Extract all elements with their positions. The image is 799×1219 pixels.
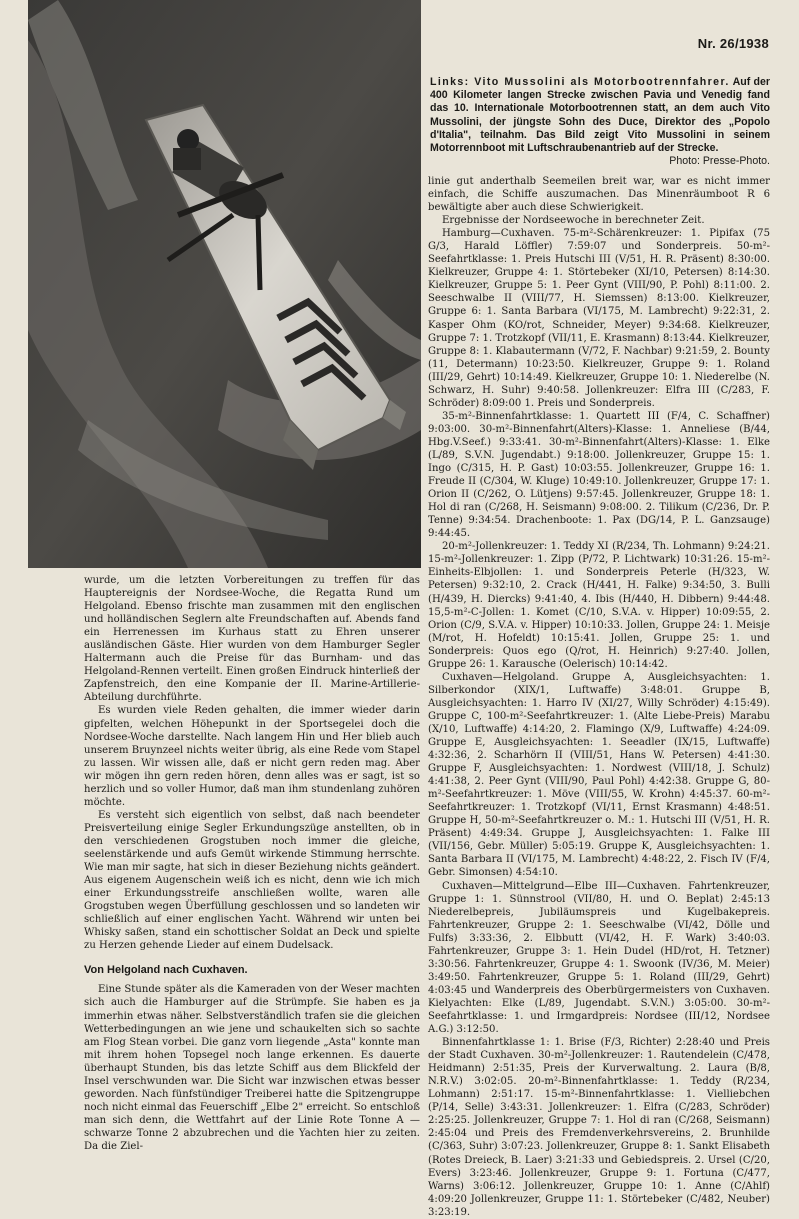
article-column-left: [84, 574, 420, 1152]
racing-boat-photo: [28, 0, 421, 568]
results-paragraph: Cuxhaven—Helgoland. Gruppe A, Ausgleichsyachten: 1. Silberkondor (XIX/1, Luftwaffe) 3:48:01. Gruppe B, Ausgleichsyachten: 1. Harro IV (XI/27, Willy Schröder) 4:15:49). Gruppe C, 100-m²-Seefahrtkreuzer: 1. (Alte Liebe-Preis) Marabu (X/10, Luftwaffe) 4:14:20, 2. Flamingo (X/9, Luftwaffe) 4:24:09. Gruppe E, Ausgleichsyachten: 1. Seeadler (IX/15, Luftwaffe) 4:32:36, 2. Scharhörn II (VIII/51, Hans W. Petersen) 4:41:30. Gruppe F, Ausgleichsyachten: 1. Nordwest (VIII/18, J. Schulz) 4:41:38, 2. Peer Gynt (VIII/90, Paul Pohl) 4:42:38. Gruppe G, 80-m²-Seefahrtkreuzer: 1. Möve (VIII/55, W. Krohn) 4:45:37. 60-m²-Seefahrtkreuzer: 1. Trotzkopf (VI/11, Ernst Krasmann) 4:48:51. Gruppe H, 50-m²-Seefahrtkreuzer o. M.: 1. Hutschi III (V/51, H. R. Präsent) 4:49:34. Gruppe J, Ausgleichsyachten: 1. Falke III (VII/156, Gebr. Müller) 5:05:19. Gruppe K, Ausgleichsyachten: 1. Santa Barbara II (VI/175, M. Lambrecht) 4:48:22, 2. Fisch IV (F/4, Gebr. Simonsen) 4:54:10.: [428, 671, 770, 879]
caption-text: Auf der 400 Kilometer langen Strecke zwischen Pavia und Venedig fand das 10. Internationale Motorbootrennen statt, an dem auch Vito Mussolini, der jüngste Sohn des Duce, Direktor des „Popolo d'Italia", teilnahm. Das Bild zeigt Vito Mussolini in seinem Motorrennboot mit Luftschraubenantrieb auf der Strecke.: [430, 76, 770, 155]
results-paragraph: 20-m²-Jollenkreuzer: 1. Teddy XI (R/234, Th. Lohmann) 9:24:21. 15-m²-Jollenkreuzer: 1. Zipp (P/72, P. Lichtwark) 10:31:26. 15-m²-Einheits-Elbjollen: 1. und Sonderpreis Peterle (H/323, W. Petersen) 9:32:10, 2. Crack (H/441, H. Falke) 9:34:50, 3. Bulli (H/439, H. Diercks) 9:41:40, 4. Ibis (H/440, H. Dibbern) 9:44:48. 15,5-m²-C-Jollen: 1. Komet (C/10, S.V.A. v. Hipper) 10:09:55, 2. Orion (C/9, S.V.A. v. Hipper) 10:10:33. Jollen, Gruppe 24: 1. Meisje (M/rot, H. Hofeldt) 10:15:41. Jollen, Gruppe 25: 1. und Sonderpreis: Quos ego (Q/rot, H. Heinrich) 9:27:40. Jollen, Gruppe 26: 1. Karausche (Oelerisch) 10:14:42.: [428, 541, 770, 670]
results-paragraph: Binnenfahrtklasse 1: 1. Brise (F/3, Richter) 2:28:40 und Preis der Stadt Cuxhaven. 30-m²-Jollenkreuzer: 1. Rautendelein (C/478, Heidmann) 2:51:35, Preis der Kurverwaltung. 2. Laura (B/8, N.R.V.) 3:02:05. 20-m²-Binnenfahrtklasse: 1. Teddy (R/234, Lohmann) 2:51:17. 15-m²-Binnenfahrtklasse: 1. Vielliebchen (P/14, Selle) 3:43:31. Jollenkreuzer: 1. Elfra (C/283, Schröder) 2:25:25. Jollenkreuzer, Gruppe 7: 1. Hol di ran (C/268, Seismann) 2:45:04 und Preis des Fremdenverkehrsvereins, 2. Brunhilde (C/363, Suhr) 3:07:23. Jollenkreuzer, Gruppe 8: 1. Sankt Elisabeth (Rotes Dreieck, B. Laer) 3:21:33 und Gebiedspreis. 2. Ursel (C/20, Evers) 3:23:46. Jollenkreuzer, Gruppe 9: 1. Fortuna (C/477, Warns) 3:06:12. Jollenkreuzer, Gruppe 10: 1. Anne (C/Ahlf) 4:09:20 Jollenkreuzer, Gruppe 11: 1. Störtebeker (C/482, Neuber) 3:23:19.: [428, 1037, 770, 1218]
results-paragraph: 35-m²-Binnenfahrtklasse: 1. Quartett III (F/4, C. Schaffner) 9:03:00. 30-m²-Binnenfahrt(Alters)-Klasse: 1. Anneliese (B/44, Hbg.V.Seef.) 9:33:41. 30-m²-Binnenfahrt(Alters)-Klasse: 1. Elke (L/89, S.V.N. Jugendabt.) 9:18:00. Jollenkreuzer, Gruppe 15: 1. Ingo (C/315, H. P. Gast) 10:03:55. Jollenkreuzer, Gruppe 16: 1. Freude II (C/304, W. Kluge) 10:49:10. Jollenkreuzer, Gruppe 17: 1. Orion II (C/262, O. Lütjens) 9:57:45. Jollenkreuzer, Gruppe 18: 1. Hol di ran (C/268, H. Seismann) 9:08:00. 2. Tilikum (C/236, Dr. P. Tenne) 9:34:54. Drachenboote: 1. Pax (DG/14, P. L. Ganzsauge) 9:44:45.: [428, 410, 770, 540]
results-paragraph: Cuxhaven—Mittelgrund—Elbe III—Cuxhaven. Fahrtenkreuzer, Gruppe 1: 1. Sünnstrool (VII/80, H. und O. Beplat) 2:45:13 Niederelbepreis, Jubiläumspreis und Kugelbakepreis. Fahrtenkreuzer, Gruppe 2: 1. Seeschwalbe (VI/42, Dölle und Fulfs) 3:33:36, 2. Elbbutt (VI/42, H. F. Wark) 3:40:03. Fahrtenkreuzer, Gruppe 3: 1. Hein Dudel (HD/rot, H. Tetzner) 3:30:56. Fahrtenkreuzer, Gruppe 4: 1. Swoonk (IV/36, M. Meier) 3:49:50. Fahrtenkreuzer, Gruppe 5: 1. Roland (III/29, Gehrt) 4:03:45 und Wanderpreis des Oberbürgermeisters von Cuxhaven. Kielyachten: Elke (L/89, Jugendabt. S.V.N.) 3:05:00. 30-m²-Seefahrtklasse: 1. und Irmgardpreis: Nordsee (III/12, Nordsee A.G.) 3:12:50.: [428, 880, 770, 1036]
paragraph: Es wurden viele Reden gehalten, die immer wieder darin gipfelten, welchen Höhepunkt in der Sportsegelei doch die Nordsee-Woche darstellte. Nach langem Hin und Her blieb auch unserem Bruynzeel nichts weiter übrig, als eine Rede vom Stapel zu lassen. Wir wissen alle, daß er nicht gern reden mag. Aber wir mögen ihn gern reden hören, denn alles was er sagt, ist so herzlich und so voller Humor, daß man ihm stundenlang zuhören möchte.: [84, 705, 420, 808]
paragraph: Eine Stunde später als die Kameraden von der Weser machten sich auch die Hamburger auf die Strümpfe. Sie haben es ja immerhin etwas näher. Selbstverständlich trafen sie die gleichen Wetterbedingungen an wie jene und schaukelten sich so sachte am Flog Stean vorbei. Die ganz vorn liegende „Asta" konnte man mit ihrem hohen Topsegel noch lange erkennen. Es dauerte überhaupt Stunden, bis das letzte Schiff aus dem Blickfeld der Insel verschwunden war. Die Sicht war inzwischen etwas besser geworden. Nach fünfstündiger Treiberei hatte die Spitzengruppe noch nicht einmal das Feuerschiff „Elbe 2" erreicht. So entschloß man sich denn, die Wettfahrt auf der Linie Rote Tonne A — schwarze Tonne 2 abzubrechen und die Yachten hier zu zeiten. Da die Ziel-: [84, 984, 420, 1152]
photo-caption: [430, 76, 770, 168]
section-heading: Von Helgoland nach Cuxhaven.: [84, 964, 248, 977]
article-column-right: [428, 175, 770, 1218]
paragraph: linie gut anderthalb Seemeilen breit war, war es nicht immer einfach, die Schiffe auszumachen. Das Minenräumboot R 6 bewältigte aber auch diese Schwierigkeit.: [428, 176, 770, 214]
issue-number: Nr. 26/1938: [697, 36, 769, 51]
photo-credit: Photo: Presse-Photo.: [669, 155, 770, 168]
caption-lead: Links: Vito Mussolini als Motorbootrennfahrer.: [430, 76, 730, 88]
results-paragraph: Hamburg—Cuxhaven. 75-m²-Schärenkreuzer: 1. Pipifax (75 G/3, Harald Löffler) 7:59:07 und Sonderpreis. 50-m²-Seefahrtklasse: 1. Preis Hutschi III (V/51, H. R. Präsent) 8:30:00. Kielkreuzer, Gruppe 4: 1. Störtebeker (XI/10, Petersen) 8:14:30. Kielkreuzer, Gruppe 5: 1. Peer Gynt (VIII/90, P. Pohl) 8:11:00. 2. Seeschwalbe II (VIII/77, H. Siemssen) 8:13:00. Kielkreuzer, Gruppe 6: 1. Santa Barbara (VI/175, M. Lambrecht) 9:22:31, 2. Kasper Ohm (KO/rot, Schneider, Meyer) 9:34:68. Kielkreuzer, Gruppe 7: 1. Trotzkopf (VII/11, E. Krasmann) 8:13:44. Kielkreuzer, Gruppe 8: 1. Klabautermann (V/72, F. Nachbar) 9:21:59, 2. Bounty (11, Determann) 10:23:50. Kielkreuzer, Gruppe 9: 1. Roland (III/29, Gehrt) 10:14:49. Kielkreuzer, Gruppe 10: 1. Niederelbe (N. Schwarz, H. Suhr) 9:40:58. Jollenkreuzer: Elfra III (C/283, F. Schröder) 8:09:00 1. Preis und Sonderpreis.: [428, 228, 770, 409]
racing-boat-illustration: [28, 0, 421, 568]
paragraph: Es versteht sich eigentlich von selbst, daß nach beendeter Preisverteilung einige Segler Erkundungszüge anstellten, ob in den verschiedenen Grogstuben noch immer die gleiche, seelenstärkende und aufs Gemüt wirkende Stimmung herrschte. Wie man mir sagte, hat sich in dieser Beziehung nichts geändert. Aus eigenem Augenschein weiß ich es nicht, denn wie ich mich einer Erkundungsstreife anschließen wollte, waren alle Grogstuben wegen Überfüllung geschlossen und so landeten wir schließlich auf einer englischen Yacht. Während wir unten bei Whisky saßen, stand ein schottischer Soldat an Deck und spielte zu Herzen gehende Lieder auf einem Dudelsack.: [84, 809, 420, 952]
results-title: Ergebnisse der Nordseewoche in berechneter Zeit.: [442, 215, 705, 227]
paragraph: wurde, um die letzten Vorbereitungen zu treffen für das Hauptereignis der Nordsee-Woche, die Regatta Rund um Helgoland. Ebenso frischte man zusammen mit den englischen und holländischen Seglern alte Freundschaften auf. Abends fand ein Herrenessen im Kurhaus statt zu Ehren unserer ausländischen Gäste. Hier wurden von dem Hamburger Segler Haltermann auch die Preise für das Burnham- und das Helgoland-Rennen verteilt. Einen großen Eindruck hinterließ der Zapfenstreich, den eine Kompanie der II. Marine-Artillerie-Abteilung durchführte.: [84, 575, 420, 704]
